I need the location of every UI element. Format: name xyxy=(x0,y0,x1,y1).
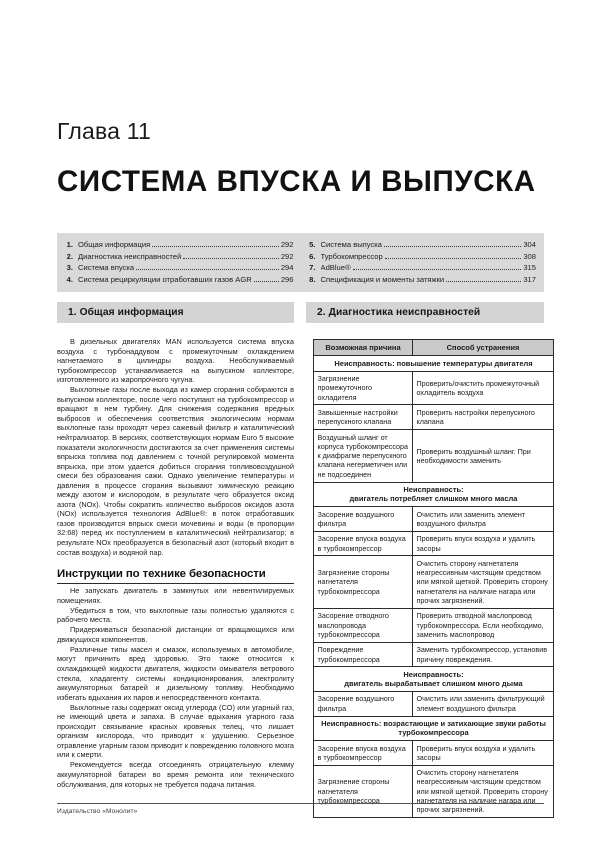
body-paragraph: Рекомендуется всегда отсоединять отрицательную клемму аккумуляторной батареи во время ремонта или технического обслуживания, для которых не требуется подача питания. xyxy=(57,760,294,789)
footer-publisher: Издательство «Монолит» xyxy=(57,808,138,815)
toc-leader-dots xyxy=(446,275,521,282)
toc-entry-page: 294 xyxy=(280,263,294,273)
toc-entry-number: 7. xyxy=(309,263,316,273)
column-header-remedy: Способ устранения xyxy=(413,340,554,356)
fault-heading-cell: Неисправность: возрастающие и затихающие звуки работы турбокомпрессора xyxy=(314,716,554,741)
toc-entry-number: 4. xyxy=(66,274,73,284)
toc-entry[interactable] xyxy=(65,239,294,251)
fault-heading-row xyxy=(314,356,554,371)
body-paragraph: Придерживаться безопасной дистанции от вращающихся или движущихся компонентов. xyxy=(57,625,294,644)
diagnostics-table xyxy=(313,339,554,818)
remedy-cell: Проверить настройки перепускного клапана xyxy=(413,405,554,430)
cause-cell: Повреждение турбокомпрессора xyxy=(314,642,413,667)
section-header-fault-diagnosis: 2. Диагностика неисправностей xyxy=(306,302,544,323)
table-header-row xyxy=(314,340,554,356)
safety-paragraphs xyxy=(57,586,294,789)
toc-entry-title: Турбокомпрессор xyxy=(320,251,383,261)
toc-entry-page: 292 xyxy=(280,240,294,249)
remedy-cell: Очистить или заменить элемент воздушного фильтра xyxy=(413,507,554,532)
remedy-cell: Очистить или заменить фильтрующий элемент воздушного фильтра xyxy=(413,691,554,716)
fault-heading-row xyxy=(314,667,554,692)
toc-entry[interactable] xyxy=(308,274,537,286)
toc-entry-page: 315 xyxy=(523,263,536,273)
fault-heading-cell: Неисправность: двигатель потребляет слишком много масла xyxy=(314,482,554,507)
left-text-column xyxy=(57,337,294,790)
toc-entry-page: 292 xyxy=(280,251,294,261)
cause-cell: Засорение впуска воздуха в турбокомпрессор xyxy=(314,531,413,556)
toc-leader-dots xyxy=(384,240,521,247)
table-row xyxy=(314,556,554,608)
chapter-label: Глава 11 xyxy=(57,118,151,144)
body-paragraph: Не запускать двигатель в замкнутых или невентилируемых помещениях. xyxy=(57,586,294,605)
toc-leader-dots xyxy=(183,252,279,259)
diagnostics-table-wrapper xyxy=(313,339,553,818)
table-row xyxy=(314,691,554,716)
toc-entry-title: Система рециркуляции отработавших газов AGR xyxy=(78,274,252,284)
table-row xyxy=(314,765,554,817)
table-row xyxy=(314,741,554,766)
toc-entry-number: 8. xyxy=(309,274,316,284)
table-row xyxy=(314,531,554,556)
body-paragraph: Различные типы масел и смазок, используемых в автомобиле, могут причинить вред здоровью. Это также относится к охлаждающей жидкости двигателя, жидкости омывателя ветрового стекла, хладагенту системы кондиционирования, электролиту аккумуляторных батарей и дизельному топливу. Необходимо избегать вдыхания их паров и непосредственного контакта. xyxy=(57,644,294,702)
toc-entry-page: 296 xyxy=(280,274,294,284)
table-body xyxy=(314,356,554,818)
table-row xyxy=(314,507,554,532)
table-row xyxy=(314,642,554,667)
toc-leader-dots xyxy=(136,263,279,270)
toc-entry[interactable] xyxy=(65,251,294,263)
body-paragraph: В дизельных двигателях MAN используется система впуска воздуха с турбонаддувом с промежуточным охлаждением нагнетаемого в цилиндры воздуха. Необслуживаемый турбокомпрессор устанавливается на выпускном коллекторе, изготовленного из жаропрочного чугуна. xyxy=(57,337,294,385)
toc-entry-number: 3. xyxy=(66,263,73,273)
toc-entry[interactable] xyxy=(65,274,294,286)
table-row xyxy=(314,405,554,430)
cause-cell: Засорение воздушного фильтра xyxy=(314,507,413,532)
toc-entry-page: 308 xyxy=(523,251,536,261)
toc-entry[interactable] xyxy=(308,251,537,263)
remedy-cell: Очистить сторону нагнетателя неагрессивным чистящим средством или мягкой щеткой. Проверить сторону нагнетателя на наличие нагара или прочих загрязнений. xyxy=(413,556,554,608)
safety-instructions-heading: Инструкции по технике безопасности xyxy=(57,568,294,584)
toc-leader-dots xyxy=(254,275,279,282)
table-row xyxy=(314,430,554,482)
body-paragraph: Убедиться в том, что выхлопные газы полностью удаляются с рабочего места. xyxy=(57,605,294,625)
cause-cell: Воздушный шланг от корпуса турбокомпрессора к диафрагме перепускного клапана негерметичен или не подсоединен xyxy=(314,430,413,482)
cause-cell: Засорение впуска воздуха в турбокомпрессор xyxy=(314,741,413,766)
cause-cell: Загрязнение стороны нагнетателя турбокомпрессора xyxy=(314,556,413,608)
remedy-cell: Заменить турбокомпрессор, установив причину повреждения. xyxy=(413,642,554,667)
footer-divider xyxy=(57,803,544,804)
toc-entry-title: AdBlue® xyxy=(320,263,351,273)
remedy-cell: Очистить сторону нагнетателя неагрессивным чистящим средством или мягкой щеткой. Проверить сторону нагнетателя на наличие нагара или прочих загрязнений. xyxy=(413,765,554,817)
fault-heading-cell: Неисправность: двигатель вырабатывает слишком много дыма xyxy=(314,667,554,692)
remedy-cell: Проверить/очистить промежуточный охладитель воздуха xyxy=(413,371,554,405)
toc-column-left xyxy=(65,239,294,285)
toc-entry-page: 317 xyxy=(523,274,536,284)
column-header-cause: Возможная причина xyxy=(314,340,413,356)
cause-cell: Засорение отводного маслопровода турбокомпрессора xyxy=(314,608,413,642)
table-row xyxy=(314,608,554,642)
toc-entry-number: 6. xyxy=(309,251,316,261)
toc-entry[interactable] xyxy=(308,239,537,251)
remedy-cell: Проверить отводной маслопровод турбокомпрессора. Если необходимо, заменить маслопровод xyxy=(413,608,554,642)
remedy-cell: Проверить воздушный шланг. При необходимости заменить xyxy=(413,430,554,482)
toc-column-right xyxy=(308,239,537,285)
intro-paragraphs xyxy=(57,337,294,557)
toc-leader-dots xyxy=(152,240,279,247)
fault-heading-cell: Неисправность: повышение температуры двигателя xyxy=(314,356,554,371)
remedy-cell: Проверить впуск воздуха и удалить засоры xyxy=(413,531,554,556)
toc-entry-page: 304 xyxy=(523,240,536,249)
toc-entry-title: Система впуска xyxy=(78,263,135,273)
cause-cell: Загрязнение стороны нагнетателя турбокомпрессора xyxy=(314,765,413,817)
fault-heading-row xyxy=(314,482,554,507)
fault-heading-row xyxy=(314,716,554,741)
toc-leader-dots xyxy=(385,252,522,259)
toc-entry-number: 5. xyxy=(309,240,316,249)
toc-entry-title: Система выпуска xyxy=(320,240,383,249)
toc-entry[interactable] xyxy=(308,262,537,274)
toc-entry-title: Диагностика неисправностей xyxy=(78,251,182,261)
toc-entry-number: 1. xyxy=(66,240,73,249)
cause-cell: Загрязнение промежуточного охладителя xyxy=(314,371,413,405)
cause-cell: Завышенные настройки перепускного клапана xyxy=(314,405,413,430)
toc-entry-title: Спецификация и моменты затяжки xyxy=(320,274,445,284)
toc-entry-title: Общая информация xyxy=(78,240,151,249)
table-row xyxy=(314,371,554,405)
toc-entry[interactable] xyxy=(65,262,294,274)
toc-entry-number: 2. xyxy=(66,251,73,261)
table-of-contents xyxy=(57,233,544,292)
cause-cell: Засорение воздушного фильтра xyxy=(314,691,413,716)
body-paragraph: Выхлопные газы содержат оксид углерода (CO) или угарный газ, не имеющий цвета и запаха. В случае вдыхания угарного газа происходит связывание красных кровяных телец, что лишает организм кислорода, что приводит к удушению. Серьезное отравление угарным газом приводит к повреждению головного мозга или к смерти. xyxy=(57,702,294,760)
chapter-title: СИСТЕМА ВПУСКА И ВЫПУСКА xyxy=(57,165,536,198)
body-paragraph: Выхлопные газы после выхода из камер сгорания собираются в выпускном коллекторе, после чего поступают на турбокомпрессор и вращают в нем турбину. Для снижения содержания вредных выбросов и обеспечения соответствия экологическим нормам выхлопные газы проходят через сажевый фильтр и каталитический нейтрализатор. В версиях, соответствующих нормам Euro 5 высокие показатели экологичности достигаются за счет применения системы впрыска топлива под давлением с точной регулировкой момента впрыска, при этом удается добиться сгорания топливовоздушной смеси без образования сажи. Однако увеличение температуры и давления в процессе сгорания вызывают химическую реакцию между азотом и кислородом, в результате чего образуется оксид азота (NOx). Чтобы сократить количество выбросов оксидов азота (NOx) используется технология AdBlue®: в поток отработавших газов производится впрыск смеси мочевины и воды (в пропорции 32:68) перед их поступлением в каталитический нейтрализатор; в результате NOx преобразуется в безопасный азот (который входит в состав воздуха) и водяной пар. xyxy=(57,385,294,557)
section-header-general-information: 1. Общая информация xyxy=(57,302,294,323)
toc-leader-dots xyxy=(353,263,522,270)
remedy-cell: Проверить впуск воздуха и удалить засоры xyxy=(413,741,554,766)
